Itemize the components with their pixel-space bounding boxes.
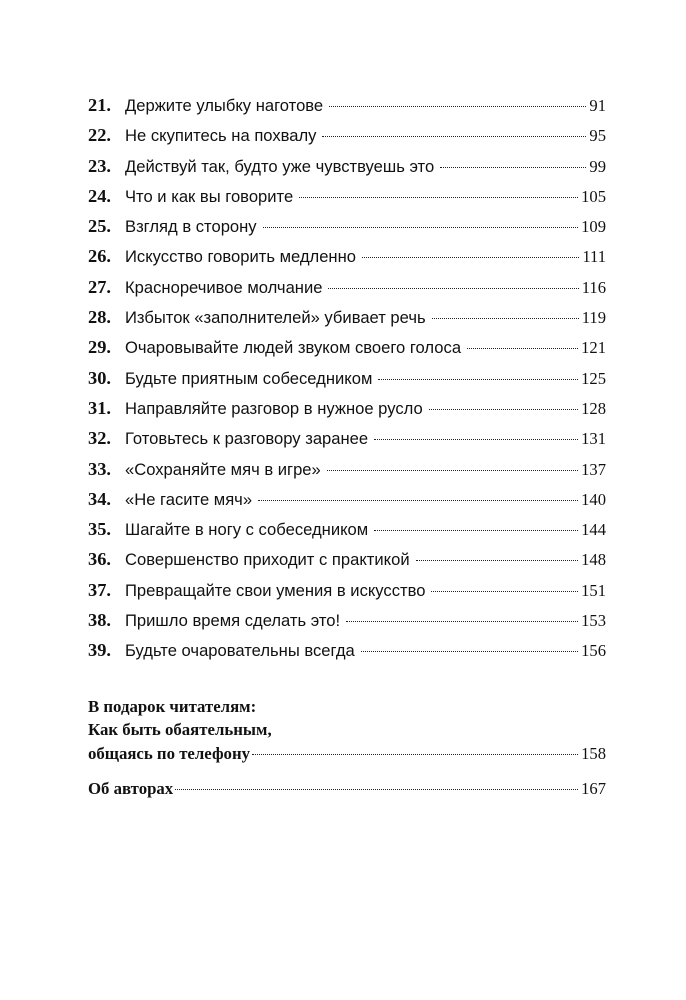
chapter-title: Совершенство приходит с практикой xyxy=(125,550,410,570)
page-number: 125 xyxy=(581,368,606,388)
toc-entry[interactable] xyxy=(88,605,606,635)
toc-entry[interactable] xyxy=(88,423,606,453)
bonus-heading: В подарок читателям: xyxy=(88,696,257,716)
toc-entry[interactable] xyxy=(88,181,606,211)
chapter-number: 31. xyxy=(88,397,111,418)
toc-entry[interactable] xyxy=(88,575,606,605)
chapter-title: Что и как вы говорите xyxy=(125,186,294,206)
toc-entry[interactable] xyxy=(88,302,606,332)
toc-entry[interactable] xyxy=(88,484,606,514)
bonus-title-line-2: общаясь по телефону xyxy=(88,743,251,763)
chapter-number: 23. xyxy=(88,155,111,176)
page-number: 95 xyxy=(589,126,606,146)
toc-entry[interactable] xyxy=(88,120,606,150)
dot-leader xyxy=(329,106,586,107)
page-number: 131 xyxy=(581,429,606,449)
page-number: 111 xyxy=(582,247,606,267)
toc-entry[interactable] xyxy=(88,151,606,181)
toc-entry[interactable] xyxy=(88,514,606,544)
dot-leader xyxy=(374,530,578,531)
authors-page-number: 167 xyxy=(581,779,606,799)
toc-entry[interactable] xyxy=(88,363,606,393)
bonus-title-line-2-row xyxy=(88,742,606,766)
chapter-title: Готовьтесь к разговору заранее xyxy=(125,429,369,449)
chapter-number: 28. xyxy=(88,307,111,328)
dot-leader xyxy=(328,288,578,289)
chapter-number: 21. xyxy=(88,95,111,115)
page-number: 91 xyxy=(589,96,606,115)
chapter-number: 37. xyxy=(88,579,111,600)
page-number: 99 xyxy=(589,156,606,176)
chapter-title: Избыток «заполнителей» убивает речь xyxy=(125,308,426,328)
chapter-title: Шагайте в ногу с собеседником xyxy=(125,520,369,540)
chapter-number: 24. xyxy=(88,185,111,206)
dot-leader xyxy=(258,500,578,501)
chapter-title: Направляйте разговор в нужное русло xyxy=(125,398,423,418)
page-number: 156 xyxy=(581,641,606,661)
dot-leader xyxy=(431,591,578,592)
authors-row xyxy=(88,777,606,801)
chapter-title: «Сохраняйте мяч в игре» xyxy=(125,459,321,479)
chapter-number: 26. xyxy=(88,246,111,267)
chapter-number: 25. xyxy=(88,216,111,237)
dot-leader xyxy=(322,136,586,137)
chapter-number: 36. xyxy=(88,549,111,570)
chapter-title: Будьте приятным собеседником xyxy=(125,368,373,388)
chapter-title: Очаровывайте людей звуком своего голоса xyxy=(125,338,462,358)
page-number: 121 xyxy=(581,338,606,358)
chapter-title: Не скупитесь на похвалу xyxy=(125,126,317,146)
dot-leader xyxy=(361,651,578,652)
authors-title: Об авторах xyxy=(88,779,174,799)
page-number: 151 xyxy=(581,580,606,600)
dot-leader xyxy=(416,560,579,561)
toc-entry[interactable] xyxy=(88,454,606,484)
chapter-title: Взгляд в сторону xyxy=(125,217,257,237)
dot-leader xyxy=(467,348,578,349)
table-of-contents-page xyxy=(88,90,606,801)
dot-leader xyxy=(440,167,586,168)
page-number: 153 xyxy=(581,611,606,631)
chapter-number: 38. xyxy=(88,610,111,631)
chapter-number: 22. xyxy=(88,125,111,146)
dot-leader xyxy=(378,379,578,380)
toc-extras xyxy=(88,695,606,801)
chapter-number: 32. xyxy=(88,428,111,449)
toc-entry[interactable] xyxy=(88,272,606,302)
bonus-page-number: 158 xyxy=(581,743,606,763)
page-number: 137 xyxy=(581,459,606,479)
chapter-title: Будьте очаровательны всегда xyxy=(125,641,355,661)
chapter-title: Держите улыбку наготове xyxy=(125,96,324,115)
toc-entry[interactable] xyxy=(88,241,606,271)
dot-leader xyxy=(299,197,578,198)
toc-list xyxy=(88,90,606,666)
page-number: 116 xyxy=(581,277,606,297)
chapter-number: 30. xyxy=(88,367,111,388)
chapter-number: 34. xyxy=(88,488,111,509)
dot-leader xyxy=(374,439,578,440)
page-number: 148 xyxy=(581,550,606,570)
dot-leader xyxy=(175,789,578,790)
dot-leader xyxy=(252,754,578,755)
page-number: 109 xyxy=(581,217,606,237)
dot-leader xyxy=(263,227,579,228)
chapter-title: «Не гасите мяч» xyxy=(125,489,253,509)
toc-entry[interactable] xyxy=(88,211,606,241)
toc-entry[interactable] xyxy=(88,332,606,362)
dot-leader xyxy=(432,318,579,319)
bonus-entry[interactable] xyxy=(88,695,606,766)
chapter-number: 39. xyxy=(88,640,111,661)
chapter-title: Искусство говорить медленно xyxy=(125,247,356,267)
dot-leader xyxy=(346,621,578,622)
dot-leader xyxy=(327,470,578,471)
authors-entry[interactable] xyxy=(88,777,606,801)
toc-entry[interactable] xyxy=(88,393,606,423)
chapter-title: Действуй так, будто уже чувствуешь это xyxy=(125,156,435,176)
toc-entry[interactable] xyxy=(88,544,606,574)
dot-leader xyxy=(362,257,579,258)
bonus-title-line-1: Как быть обаятельным, xyxy=(88,720,272,740)
page-number: 144 xyxy=(581,520,606,540)
chapter-number: 27. xyxy=(88,276,111,297)
chapter-number: 33. xyxy=(88,458,111,479)
chapter-number: 29. xyxy=(88,337,111,358)
toc-entry[interactable] xyxy=(88,635,606,665)
page-number: 140 xyxy=(581,489,606,509)
chapter-number: 35. xyxy=(88,519,111,540)
page-number: 119 xyxy=(581,308,606,328)
dot-leader xyxy=(429,409,578,410)
page-number: 128 xyxy=(581,398,606,418)
chapter-title: Красноречивое молчание xyxy=(125,277,323,297)
page-number: 105 xyxy=(581,186,606,206)
chapter-title: Пришло время сделать это! xyxy=(125,611,341,631)
chapter-title: Превращайте свои умения в искусство xyxy=(125,580,426,600)
toc-entry[interactable] xyxy=(88,90,606,120)
